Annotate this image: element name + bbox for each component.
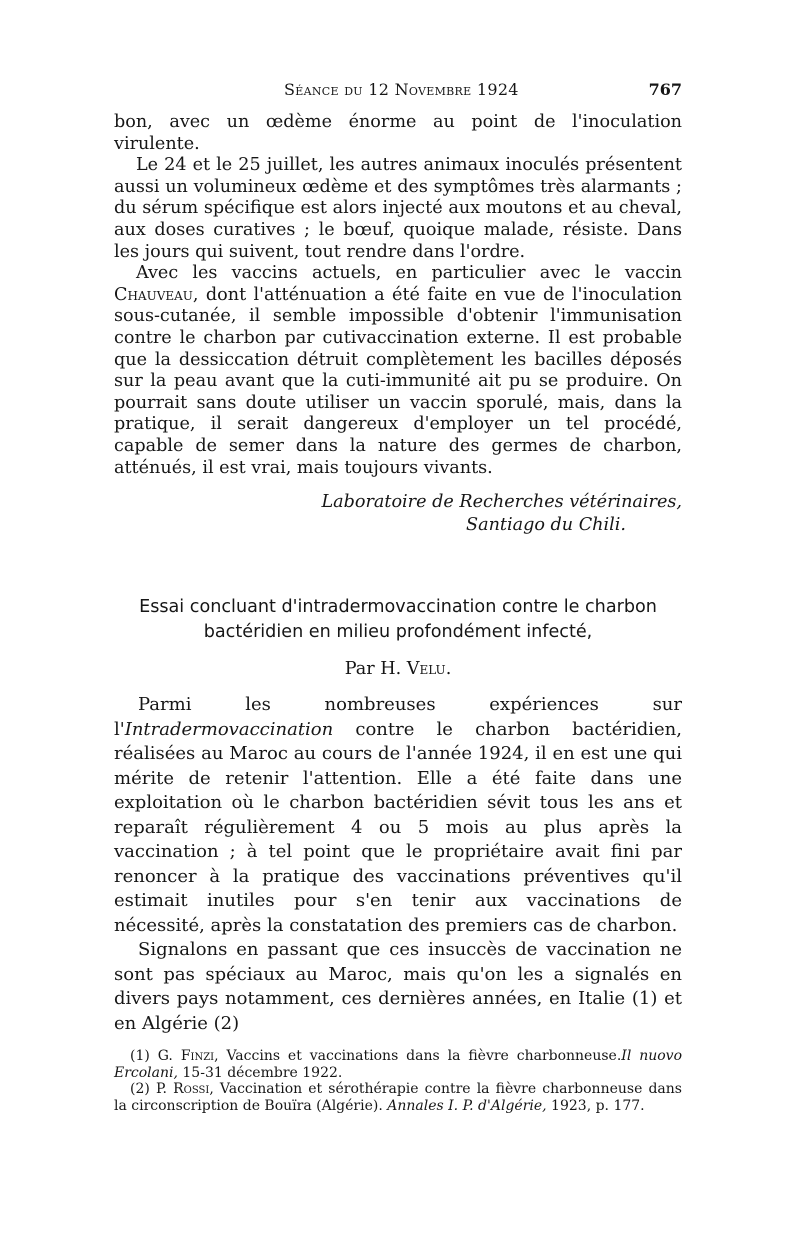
byline-author: Velu: [406, 659, 446, 680]
running-header: [114, 72, 682, 112]
running-title: Séance du 12 Novembre 1924: [284, 80, 519, 99]
footnote-text: , Vaccins et vaccinations dans la fièvre charbonneuse.: [214, 1048, 622, 1065]
paragraph: [114, 263, 682, 479]
paragraph: Signalons en passant que ces insuccès de vaccination ne sont pas spéciaux au Maroc, mais qu'on les a signalés en divers pays notamment, ces dernières années, en Italie (1) et en Algérie (2): [114, 939, 682, 1034]
footnote-date: 15-31 décembre 1922.: [177, 1064, 343, 1081]
paragraph: [114, 693, 682, 938]
byline: [114, 659, 682, 679]
footnote-date: 1923, p. 177.: [546, 1097, 645, 1114]
footnote: [114, 1081, 682, 1114]
page: [114, 72, 682, 1114]
byline-suffix: .: [445, 659, 452, 680]
footnote-journal: Il nuovo Ercolani,: [114, 1048, 683, 1081]
paragraph: Le 24 et le 25 juillet, les autres animaux inoculés présentent aussi un volumineux œdème et des symptômes très alarmants ; du sérum spécifique est alors injecté aux moutons et au cheval, aux doses curatives ; le bœuf, quoique malade, résiste. Dans les jours qui suivent, tout rendre dans l'ordre.: [114, 155, 682, 262]
paragraph-text: Avec les vaccins actuels, en particulier avec le vaccin: [136, 263, 682, 284]
page-number: 767: [648, 80, 682, 99]
footnote-author: Rossi: [173, 1081, 210, 1098]
paragraph-text: contre le charbon bactéridien, réalisées au Maroc au cours de l'année 1924, il en est une qui mérite de retenir l'attention. Elle a été faite dans une exploitation où le charbon bactéridien sévit tous les ans et reparaît régulièrement 4 ou 5 mois au plus après la vaccination ; à tel point que le propriétaire avait fini par renoncer à la pratique des vaccinations préventives qu'il estimait inutiles pour s'en tenir aux vaccinations de nécessité, après la constatation des premiers cas de charbon.: [114, 718, 682, 936]
byline-prefix: Par H.: [344, 659, 402, 680]
paragraph: bon, avec un œdème énorme au point de l'inoculation virulente.: [114, 112, 682, 154]
article-title: [114, 595, 682, 645]
footnote-text: , Vaccination et sérothérapie contre la fièvre charbonneuse dans la circonscription de Bouïra (Algérie).: [114, 1081, 682, 1114]
signature-institution: Laboratoire de Recherches vétérinaires,: [321, 492, 682, 513]
article-title-line: bactéridien en milieu profondément infecté,: [203, 622, 593, 643]
article-title-line: Essai concluant d'intradermovaccination contre le charbon: [139, 597, 657, 618]
previous-article-end: [114, 112, 682, 537]
italic-term: Intradermovaccination: [124, 718, 334, 740]
signature-location: Santiago du Chili.: [466, 515, 626, 536]
paragraph-text: Parmi les nombreuses expériences sur l': [114, 694, 682, 740]
footnote-marker: (2) P.: [130, 1081, 167, 1098]
footnote-journal: Annales I. P. d'Algérie,: [387, 1097, 547, 1114]
author-name: Chauveau: [114, 284, 193, 305]
article-body: [114, 693, 682, 1036]
paragraph-text: , dont l'atténuation a été faite en vue de l'inoculation sous-cutanée, il semble impossible d'obtenir l'immunisation contre le charbon par cutivaccination externe. Il est probable que la dessiccation détruit complètement les bacilles déposés sur la peau avant que la cuti-immunité ait pu se produire. On pourrait sans doute utiliser un vaccin sporulé, mais, dans la pratique, il serait dangereux d'employer un tel procédé, capable de semer dans la nature des germes de charbon, atténués, il est vrai, mais toujours vivants.: [114, 284, 682, 478]
footnote-marker: (1) G.: [130, 1048, 173, 1065]
footnote-author: Finzi: [180, 1048, 215, 1065]
footnote: [114, 1048, 682, 1081]
footnotes: [114, 1048, 682, 1114]
